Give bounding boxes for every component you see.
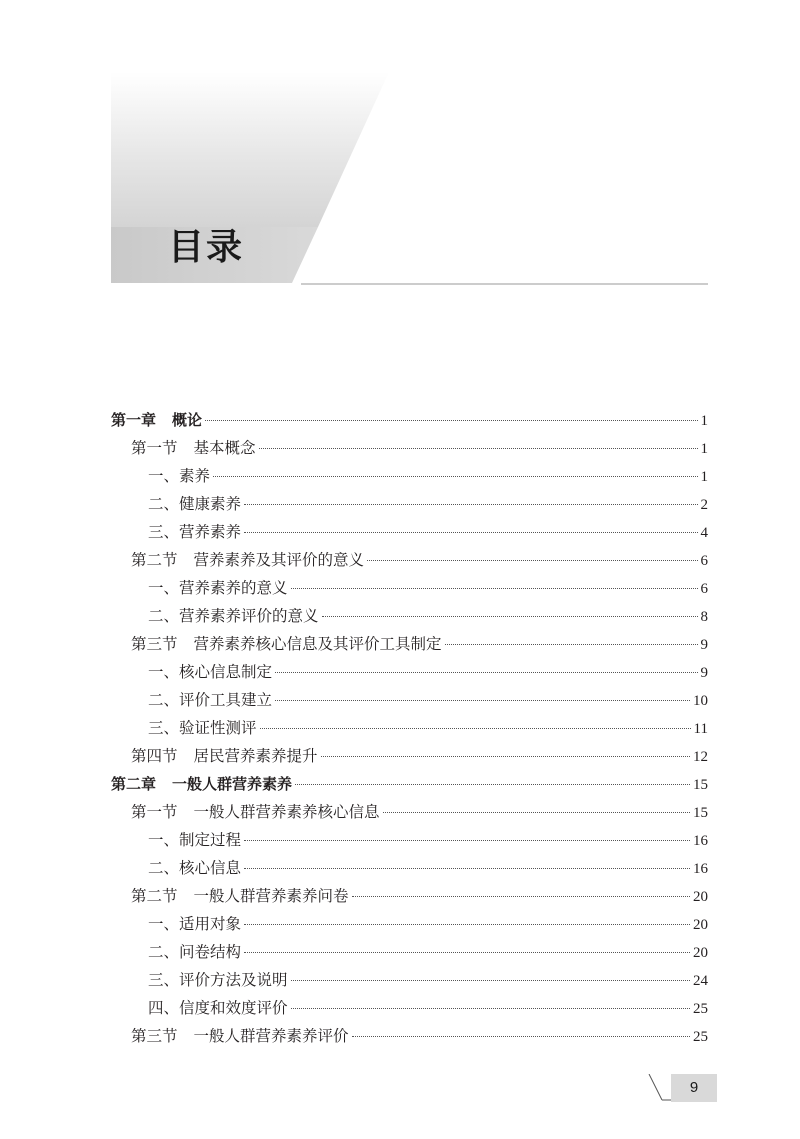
dot-leader <box>260 728 691 729</box>
toc-entry-number: 第四节 <box>131 747 178 765</box>
toc-entry[interactable] <box>111 826 708 854</box>
toc-entry[interactable] <box>111 546 708 574</box>
toc-entry-page: 25 <box>693 1001 708 1017</box>
toc-entry[interactable] <box>111 434 708 462</box>
toc-entry-label <box>148 518 241 546</box>
toc-entry-label <box>131 882 349 910</box>
toc-entry-title: 一般人群营养素养核心信息 <box>193 803 380 821</box>
toc-entry-label <box>148 910 241 938</box>
dot-leader <box>244 532 697 533</box>
dot-leader <box>275 700 690 701</box>
toc-entry-label <box>111 770 292 798</box>
dot-leader <box>367 560 697 561</box>
toc-entry-title: 概论 <box>172 411 203 429</box>
page-title: 目录 <box>168 227 245 268</box>
dot-leader <box>321 756 690 757</box>
toc-entry-number: 第一节 <box>131 803 178 821</box>
dot-leader <box>291 980 690 981</box>
toc-entry-title: 二、核心信息 <box>148 859 242 877</box>
toc-entry-title: 居民营养素养提升 <box>193 747 318 765</box>
toc-entry-page: 9 <box>700 665 708 681</box>
dot-leader <box>352 896 690 897</box>
toc-entry-label <box>131 434 256 462</box>
toc-entry[interactable] <box>111 882 708 910</box>
dot-leader <box>291 1008 690 1009</box>
toc-entry[interactable] <box>111 406 708 434</box>
dot-leader <box>244 952 690 953</box>
dot-leader <box>244 840 690 841</box>
dot-leader <box>244 924 690 925</box>
toc-entry[interactable] <box>111 798 708 826</box>
toc-entry-page: 15 <box>693 805 708 821</box>
toc-entry-title: 基本概念 <box>193 439 256 457</box>
dot-leader <box>322 616 698 617</box>
toc-entry-title: 二、问卷结构 <box>148 943 242 961</box>
dot-leader <box>445 644 698 645</box>
dot-leader <box>275 672 697 673</box>
toc-entry-title: 一、核心信息制定 <box>148 663 273 681</box>
toc-entry-number: 第三节 <box>131 635 178 653</box>
dot-leader <box>352 1036 690 1037</box>
toc-entry-label <box>148 462 210 490</box>
toc-entry-page: 6 <box>700 581 708 597</box>
toc-entry-title: 三、验证性测评 <box>148 719 257 737</box>
toc-entry[interactable] <box>111 462 708 490</box>
toc-entry-number: 第一章 <box>111 411 157 429</box>
toc-entry-label <box>148 854 241 882</box>
table-of-contents <box>111 406 708 1050</box>
toc-entry-title: 二、评价工具建立 <box>148 691 273 709</box>
toc-entry-page: 24 <box>693 973 708 989</box>
dot-leader <box>259 448 698 449</box>
toc-entry-number: 第一节 <box>131 439 178 457</box>
toc-entry-page: 8 <box>700 609 708 625</box>
page-number-tab <box>645 1074 717 1102</box>
toc-entry-page: 16 <box>693 861 708 877</box>
toc-entry-page: 20 <box>693 889 708 905</box>
toc-entry[interactable] <box>111 686 708 714</box>
dot-leader <box>244 504 697 505</box>
toc-entry-page: 6 <box>700 553 708 569</box>
toc-entry[interactable] <box>111 602 708 630</box>
toc-entry-title: 营养素养核心信息及其评价工具制定 <box>193 635 442 653</box>
page-number: 9 <box>689 1079 699 1096</box>
dot-leader <box>291 588 698 589</box>
toc-entry-title: 三、评价方法及说明 <box>148 971 288 989</box>
toc-entry-label <box>148 826 241 854</box>
toc-entry-number: 第二章 <box>111 775 157 793</box>
toc-entry-title: 一般人群营养素养 <box>172 775 293 793</box>
toc-entry-title: 一、营养素养的意义 <box>148 579 288 597</box>
toc-entry-title: 二、营养素养评价的意义 <box>148 607 319 625</box>
toc-entry-label <box>148 602 319 630</box>
toc-entry-page: 11 <box>693 721 708 737</box>
toc-entry-label <box>148 938 241 966</box>
toc-entry[interactable] <box>111 518 708 546</box>
toc-entry[interactable] <box>111 714 708 742</box>
toc-entry-title: 一、素养 <box>148 467 211 485</box>
toc-entry-label <box>131 798 380 826</box>
toc-entry-page: 16 <box>693 833 708 849</box>
toc-entry-page: 12 <box>693 749 708 765</box>
toc-entry-title: 一般人群营养素养问卷 <box>193 887 349 905</box>
dot-leader <box>244 868 690 869</box>
toc-entry-label <box>111 406 202 434</box>
toc-entry[interactable] <box>111 574 708 602</box>
toc-entry-title: 三、营养素养 <box>148 523 242 541</box>
toc-entry-title: 营养素养及其评价的意义 <box>193 551 365 569</box>
toc-entry-label <box>131 1022 349 1050</box>
toc-entry[interactable] <box>111 1022 708 1050</box>
toc-entry-page: 1 <box>700 413 708 429</box>
toc-entry-label <box>148 658 272 686</box>
toc-entry[interactable] <box>111 658 708 686</box>
toc-entry-page: 1 <box>700 441 708 457</box>
dot-leader <box>295 784 690 785</box>
toc-entry[interactable] <box>111 854 708 882</box>
toc-entry[interactable] <box>111 490 708 518</box>
toc-entry-page: 20 <box>693 945 708 961</box>
toc-entry-label <box>131 742 318 770</box>
toc-entry[interactable] <box>111 966 708 994</box>
toc-entry-label <box>131 630 442 658</box>
toc-entry-page: 15 <box>693 777 708 793</box>
dot-leader <box>213 476 697 477</box>
toc-entry[interactable] <box>111 994 708 1022</box>
toc-entry-label <box>148 714 257 742</box>
toc-entry-page: 9 <box>700 637 708 653</box>
toc-entry-label <box>148 994 288 1022</box>
toc-entry-title: 一般人群营养素养评价 <box>193 1027 349 1045</box>
toc-entry-label <box>148 574 288 602</box>
toc-entry[interactable] <box>111 910 708 938</box>
toc-entry[interactable] <box>111 742 708 770</box>
toc-entry-page: 25 <box>693 1029 708 1045</box>
toc-entry-number: 第二节 <box>131 887 178 905</box>
toc-entry-title: 二、健康素养 <box>148 495 242 513</box>
toc-entry[interactable] <box>111 770 708 798</box>
toc-entry-page: 20 <box>693 917 708 933</box>
toc-entry-page: 1 <box>700 469 708 485</box>
dot-leader <box>205 420 697 421</box>
toc-entry-page: 4 <box>700 525 708 541</box>
toc-entry[interactable] <box>111 630 708 658</box>
toc-entry-title: 一、制定过程 <box>148 831 242 849</box>
toc-entry-title: 一、适用对象 <box>148 915 242 933</box>
toc-entry-title: 四、信度和效度评价 <box>148 999 288 1017</box>
toc-entry-label <box>148 686 272 714</box>
toc-entry-label <box>148 966 288 994</box>
dot-leader <box>383 812 690 813</box>
toc-entry-page: 10 <box>693 693 708 709</box>
toc-entry-number: 第二节 <box>131 551 178 569</box>
toc-entry-label <box>148 490 241 518</box>
toc-entry-page: 2 <box>700 497 708 513</box>
toc-entry-label <box>131 546 364 574</box>
toc-entry-number: 第三节 <box>131 1027 178 1045</box>
toc-entry[interactable] <box>111 938 708 966</box>
